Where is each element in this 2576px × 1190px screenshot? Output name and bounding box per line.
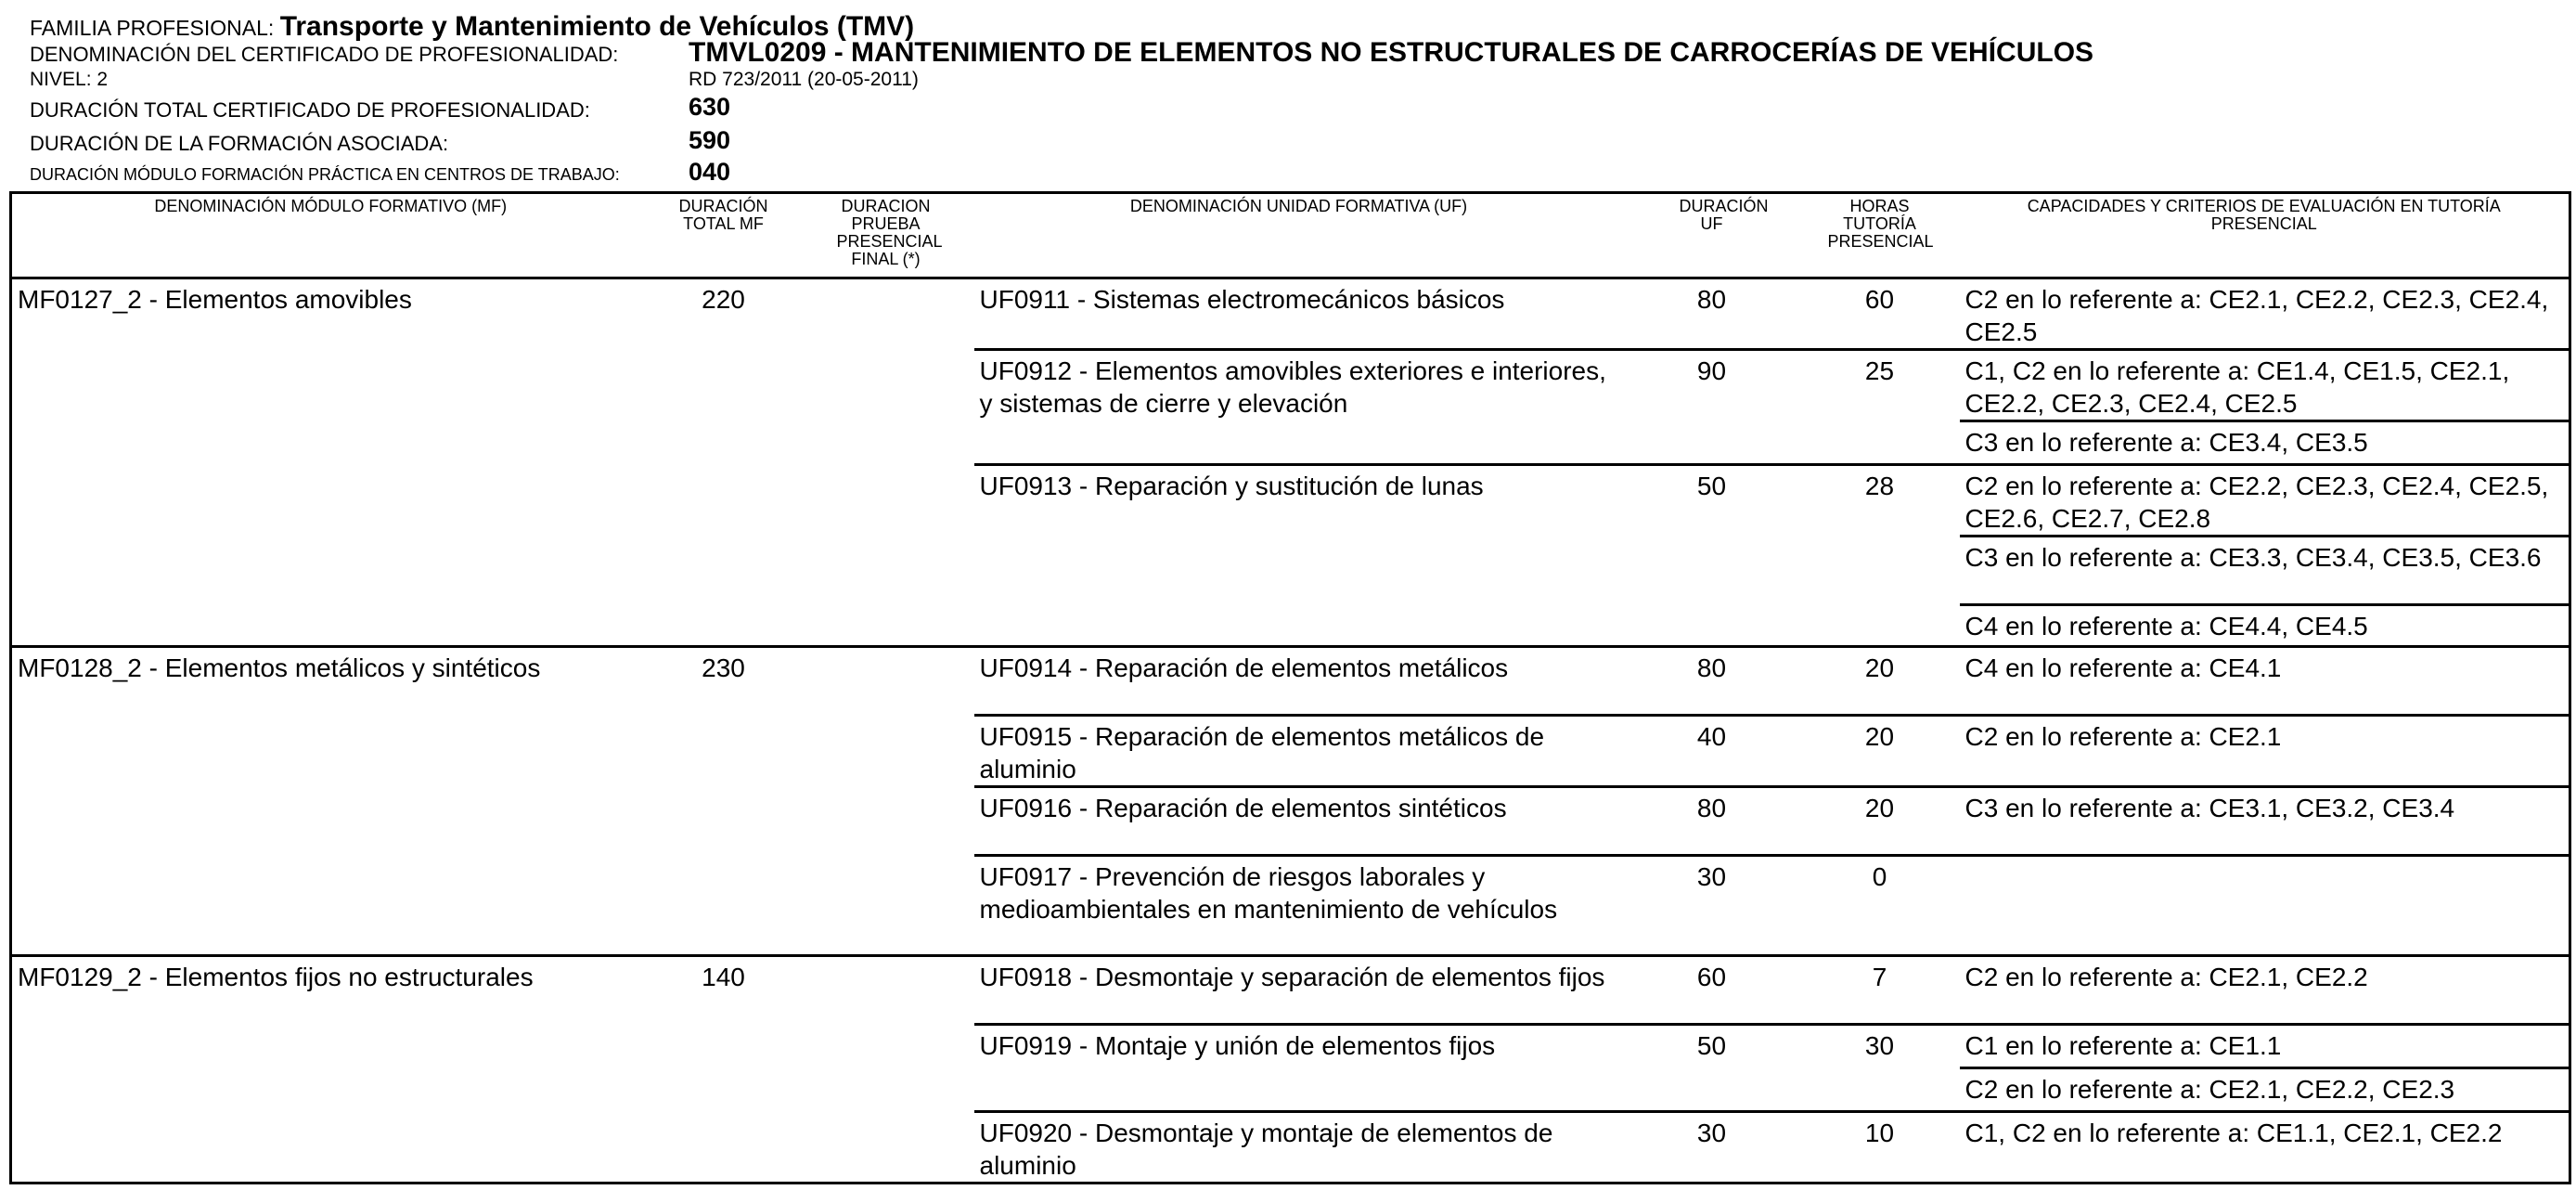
table-header-row [11,193,2570,278]
module-prueba [798,278,974,647]
unit-duration: 50 [1624,465,1800,647]
unit-name: UF0918 - Desmontaje y separación de elementos fijos [974,956,1624,1025]
unit-criteria: C1, C2 en lo referente a: CE1.1, CE2.1, CE2.2 [1960,1112,2570,1184]
unit-tutoria: 0 [1800,856,1960,956]
col-header-mf: DENOMINACIÓN MÓDULO FORMATIVO (MF) [11,193,650,278]
unit-criteria: C2 en lo referente a: CE2.1 [1960,716,2570,787]
unit-criteria: C3 en lo referente a: CE3.1, CE3.2, CE3.4 [1960,787,2570,856]
unit-duration: 80 [1624,787,1800,856]
unit-tutoria: 60 [1800,278,1960,350]
module-name: MF0128_2 - Elementos metálicos y sintéticos [11,647,650,956]
unit-criteria: C2 en lo referente a: CE2.1, CE2.2, CE2.3, CE2.4, CE2.5 [1960,278,2570,350]
unit-criteria: C4 en lo referente a: CE4.1 [1960,647,2570,716]
unit-name: UF0913 - Reparación y sustitución de lunas [974,465,1624,647]
unit-name: UF0919 - Montaje y unión de elementos fijos [974,1025,1624,1112]
col-header-tutoria: HORAS TUTORÍA PRESENCIAL [1800,193,1960,278]
duracion-total-value: 630 [689,93,731,121]
col-header-prueba: DURACION PRUEBA PRESENCIAL FINAL (*) [798,193,974,278]
unit-duration: 60 [1624,956,1800,1025]
unit-duration: 80 [1624,647,1800,716]
unit-tutoria: 25 [1800,350,1960,465]
module-prueba [798,956,974,1184]
module-name: MF0129_2 - Elementos fijos no estructurales [11,956,650,1184]
table-row [11,278,2570,350]
unit-criteria: C1, C2 en lo referente a: CE1.4, CE1.5, CE2.1, CE2.2, CE2.3, CE2.4, CE2.5 [1960,350,2570,421]
unit-criteria: C2 en lo referente a: CE2.1, CE2.2, CE2.3 [1960,1068,2570,1112]
module-name: MF0127_2 - Elementos amovibles [11,278,650,647]
table-row [11,956,2570,1025]
unit-criteria: C4 en lo referente a: CE4.4, CE4.5 [1960,605,2570,647]
unit-duration: 90 [1624,350,1800,465]
duracion-practica-value: 040 [689,158,731,186]
unit-name: UF0915 - Reparación de elementos metálicos de aluminio [974,716,1624,787]
unit-name: UF0914 - Reparación de elementos metálicos [974,647,1624,716]
unit-criteria: C3 en lo referente a: CE3.4, CE3.5 [1960,421,2570,465]
duracion-formacion-label: DURACIÓN DE LA FORMACIÓN ASOCIADA: [30,132,449,155]
unit-duration: 50 [1624,1025,1800,1112]
col-header-criterios: CAPACIDADES Y CRITERIOS DE EVALUACIÓN EN TUTORÍA PRESENCIAL [1960,193,2570,278]
module-prueba [798,647,974,956]
unit-name: UF0916 - Reparación de elementos sintéticos [974,787,1624,856]
unit-tutoria: 20 [1800,647,1960,716]
familia-value: Transporte y Mantenimiento de Vehículos (TMV) [279,11,915,42]
unit-name: UF0917 - Prevención de riesgos laborales y medioambientales en mantenimiento de vehículos [974,856,1624,956]
duracion-total-label: DURACIÓN TOTAL CERTIFICADO DE PROFESIONALIDAD: [30,98,590,122]
unit-tutoria: 28 [1800,465,1960,647]
col-header-duracion-mf: DURACIÓN TOTAL MF [650,193,798,278]
familia-label: FAMILIA PROFESIONAL: [30,16,275,40]
unit-tutoria: 30 [1800,1025,1960,1112]
col-header-duracion-uf: DURACIÓN UF [1624,193,1800,278]
unit-name: UF0920 - Desmontaje y montaje de elementos de aluminio [974,1112,1624,1184]
table-body [11,278,2570,1184]
col-header-uf: DENOMINACIÓN UNIDAD FORMATIVA (UF) [974,193,1624,278]
unit-name: UF0911 - Sistemas electromecánicos básicos [974,278,1624,350]
unit-tutoria: 20 [1800,716,1960,787]
rd-value: RD 723/2011 (20-05-2011) [689,69,919,90]
modules-table [9,191,2571,1184]
table-row [11,647,2570,716]
unit-duration: 40 [1624,716,1800,787]
denominacion-label: DENOMINACIÓN DEL CERTIFICADO DE PROFESIONALIDAD: [30,43,619,66]
unit-tutoria: 10 [1800,1112,1960,1184]
duracion-practica-label: DURACIÓN MÓDULO FORMACIÓN PRÁCTICA EN CENTROS DE TRABAJO: [30,165,620,184]
unit-name: UF0912 - Elementos amovibles exteriores e interiores, y sistemas de cierre y elevación [974,350,1624,465]
unit-duration: 30 [1624,1112,1800,1184]
duracion-formacion-value: 590 [689,126,731,154]
unit-tutoria: 20 [1800,787,1960,856]
unit-tutoria: 7 [1800,956,1960,1025]
unit-criteria: C2 en lo referente a: CE2.1, CE2.2 [1960,956,2570,1025]
module-duration: 230 [650,647,798,956]
unit-duration: 80 [1624,278,1800,350]
denominacion-value: TMVL0209 - MANTENIMIENTO DE ELEMENTOS NO ESTRUCTURALES DE CARROCERÍAS DE VEHÍCULOS [689,37,2094,68]
nivel-label: NIVEL: 2 [30,69,109,90]
unit-criteria: C1 en lo referente a: CE1.1 [1960,1025,2570,1068]
unit-criteria: C2 en lo referente a: CE2.2, CE2.3, CE2.4, CE2.5, CE2.6, CE2.7, CE2.8 [1960,465,2570,537]
module-duration: 220 [650,278,798,647]
unit-criteria: C3 en lo referente a: CE3.3, CE3.4, CE3.5, CE3.6 [1960,537,2570,605]
module-duration: 140 [650,956,798,1184]
unit-criteria [1960,856,2570,956]
unit-duration: 30 [1624,856,1800,956]
